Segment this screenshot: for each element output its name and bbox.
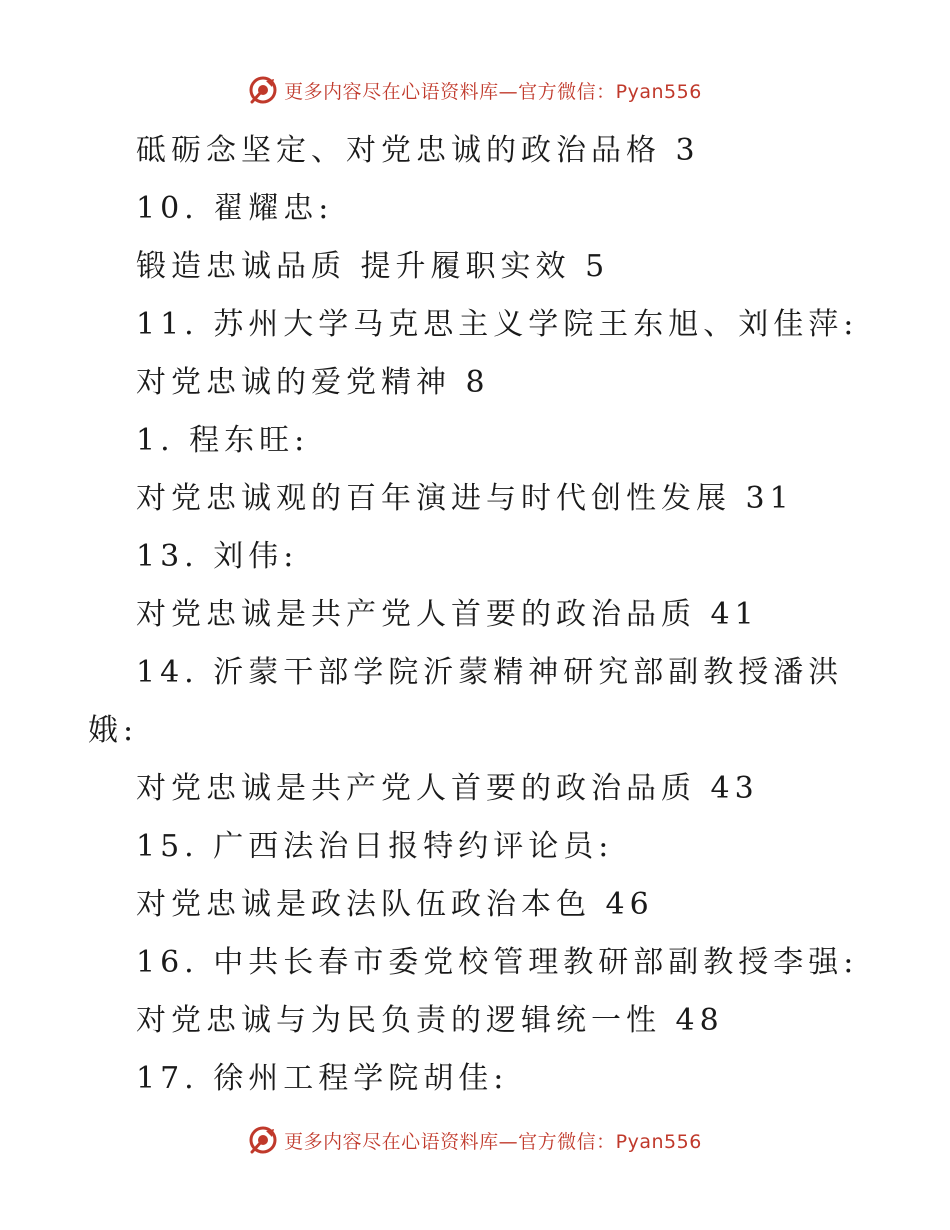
- watermark-footer: [0, 1120, 950, 1160]
- toc-line: 1. 程东旺:: [136, 423, 310, 458]
- toc-line: 13. 刘伟:: [136, 539, 299, 574]
- toc-line: 对党忠诚的爱党精神 8: [136, 365, 490, 400]
- toc-line: 锻造忠诚品质 提升履职实效 5: [136, 249, 610, 284]
- toc-list: [0, 122, 950, 1108]
- toc-line: 对党忠诚是政法队伍政治本色 46: [136, 887, 654, 922]
- toc-line: 对党忠诚是共产党人首要的政治品质 43: [136, 771, 759, 806]
- toc-line: 16. 中共长春市委党校管理教研部副教授李强:: [136, 945, 859, 980]
- toc-line: 对党忠诚与为民负责的逻辑统一性 48: [136, 1003, 724, 1038]
- toc-line: 对党忠诚观的百年演进与时代创性发展 31: [136, 481, 794, 516]
- toc-line: 11. 苏州大学马克思主义学院王东旭、刘佳萍:: [136, 307, 859, 342]
- toc-line: 对党忠诚是共产党人首要的政治品质 41: [136, 597, 759, 632]
- toc-line: 17. 徐州工程学院胡佳:: [136, 1061, 509, 1096]
- watermark-text: 更多内容尽在心语资料库—官方微信：Pyan556: [284, 1130, 702, 1153]
- toc-line: 15. 广西法治日报特约评论员:: [136, 829, 614, 864]
- pen-circle-logo-icon: [248, 1125, 278, 1155]
- pen-circle-logo-icon: [248, 75, 278, 105]
- toc-line: 14. 沂蒙干部学院沂蒙精神研究部副教授潘洪: [136, 655, 844, 690]
- toc-line: 娥:: [88, 713, 139, 748]
- watermark-header: [0, 70, 950, 110]
- toc-line: 10. 翟耀忠:: [136, 191, 334, 226]
- toc-line: 砥砺念坚定、对党忠诚的政治品格 3: [136, 133, 700, 168]
- watermark-text: 更多内容尽在心语资料库—官方微信：Pyan556: [284, 80, 702, 103]
